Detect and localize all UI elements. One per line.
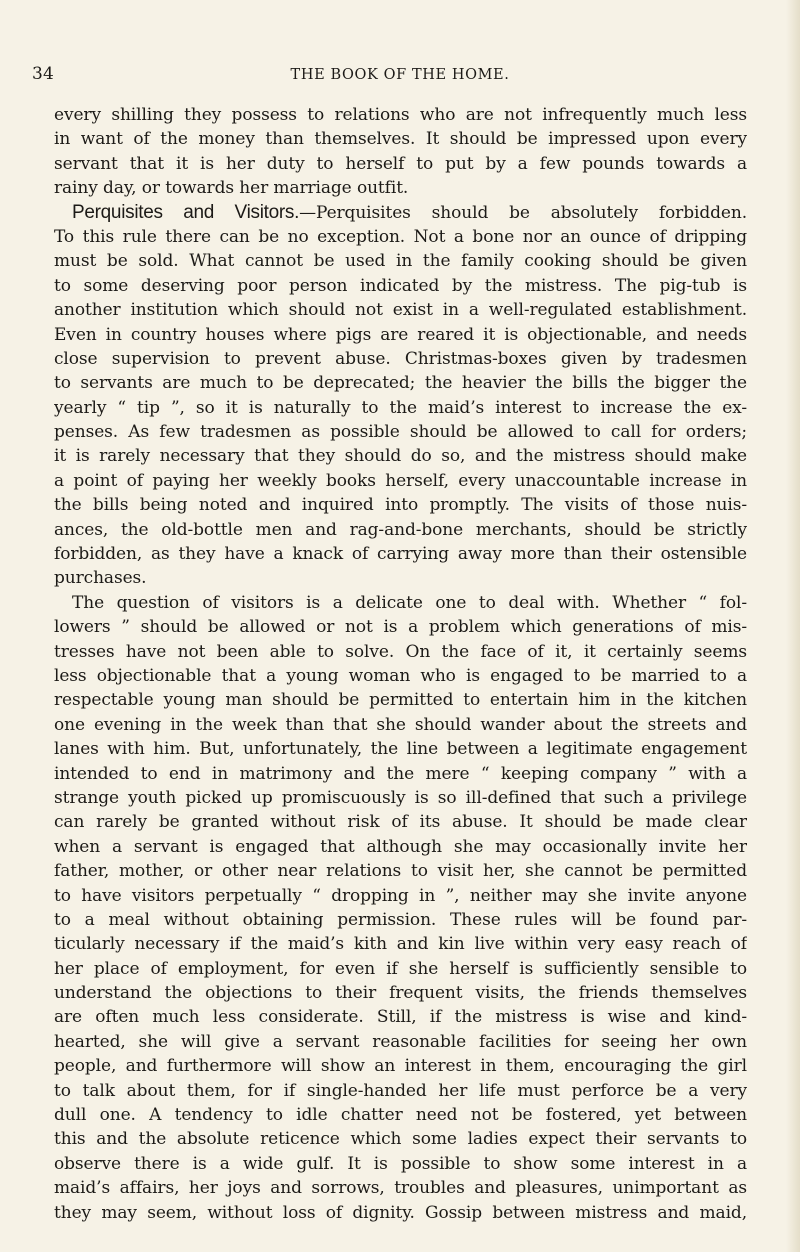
- text-line: one evening in the week than that she should wander about the streets and: [54, 714, 747, 735]
- text-line: maid’s affairs, her joys and sorrows, troubles and pleasures, unimportant as: [54, 1178, 747, 1199]
- text-line: must be sold. What cannot be used in the family cooking should be given: [54, 251, 747, 272]
- text-line: penses. As few tradesmen as possible should be allowed to call for orders;: [54, 422, 747, 443]
- side-heading: Perquisites and Visitors.: [72, 201, 300, 223]
- text-line: yearly “ tip ”, so it is naturally to the maid’s interest to increase the ex-: [54, 397, 747, 418]
- text-line: to some deserving poor person indicated by the mistress. The pig-tub is: [54, 275, 747, 296]
- text-line: can rarely be granted without risk of its abuse. It should be made clear: [54, 812, 747, 833]
- text-line: lanes with him. But, unfortunately, the line between a legitimate engagement: [54, 739, 747, 760]
- text-line: to have visitors perpetually “ dropping in ”, neither may she invite anyone: [54, 885, 747, 906]
- page-number: 34: [32, 64, 55, 84]
- text-line: every shilling they possess to relations who are not infrequently much less: [54, 105, 747, 125]
- text-line: ances, the old-bottle men and rag-and-bone merchants, should be strictly: [54, 519, 747, 540]
- text-line: when a servant is engaged that although she may occasionally invite her: [54, 836, 747, 857]
- text-line: less objectionable that a young woman who is engaged to be married to a: [54, 665, 747, 686]
- text-run: —Perquisites should be absolutely forbidden.: [299, 202, 747, 223]
- text-line: tresses have not been able to solve. On the face of it, it certainly seems: [54, 641, 747, 662]
- text-line: the bills being noted and inquired into promptly. The visits of those nuis-: [54, 495, 747, 516]
- text-line: a point of paying her weekly books herself, every unaccountable increase in: [54, 470, 747, 491]
- text-line: strange youth picked up promiscuously is so ill-defined that such a privilege: [54, 787, 747, 808]
- text-line: to servants are much to be deprecated; the heavier the bills the bigger the: [54, 373, 747, 394]
- text-line: observe there is a wide gulf. It is possible to show some interest in a: [54, 1153, 747, 1174]
- text-line: understand the objections to their frequent visits, the friends themselves: [54, 983, 747, 1004]
- text-line: ticularly necessary if the maid’s kith and kin live within very easy reach of: [54, 934, 747, 955]
- page-edge-shadow: [786, 0, 800, 1252]
- text-line: Even in country houses where pigs are reared it is objectionable, and needs: [54, 324, 747, 345]
- text-line: father, mother, or other near relations to visit her, she cannot be permitted: [54, 861, 747, 882]
- text-line: dull one. A tendency to idle chatter need not be fostered, yet between: [54, 1105, 747, 1126]
- text-line: people, and furthermore will show an interest in them, encouraging the girl: [54, 1056, 747, 1077]
- text-line: her place of employment, for even if she herself is sufficiently sensible to: [54, 958, 747, 979]
- text-line: close supervision to prevent abuse. Christmas-boxes given by tradesmen: [54, 348, 747, 369]
- text-line: lowers ” should be allowed or not is a problem which generations of mis-: [54, 617, 747, 638]
- body-text: [54, 103, 747, 1225]
- text-line: forbidden, as they have a knack of carrying away more than their ostensible: [54, 544, 747, 565]
- running-title: THE BOOK OF THE HOME.: [290, 67, 510, 83]
- text-line: it is rarely necessary that they should do so, and the mistress should make: [54, 446, 747, 467]
- text-line: purchases.: [54, 568, 147, 589]
- text-line: respectable young man should be permitted to entertain him in the kitchen: [54, 690, 747, 711]
- text-line: in want of the money than themselves. It should be impressed upon every: [54, 129, 747, 150]
- text-line: to talk about them, for if single-handed her life must perforce be a very: [54, 1080, 747, 1101]
- text-line: rainy day, or towards her marriage outfit.: [54, 178, 409, 199]
- text-line: The question of visitors is a delicate one to deal with. Whether “ fol-: [72, 592, 747, 613]
- text-line: hearted, she will give a servant reasonable facilities for seeing her own: [54, 1031, 747, 1052]
- text-line: they may seem, without loss of dignity. Gossip between mistress and maid,: [54, 1202, 747, 1223]
- text-line: are often much less considerate. Still, if the mistress is wise and kind-: [54, 1007, 747, 1028]
- text-line: To this rule there can be no exception. Not a bone nor an ounce of dripping: [54, 226, 747, 247]
- text-line: to a meal without obtaining permission. These rules will be found par-: [54, 909, 747, 930]
- text-line: intended to end in matrimony and the mere “ keeping company ” with a: [54, 763, 747, 784]
- text-line: servant that it is her duty to herself to put by a few pounds towards a: [54, 153, 747, 174]
- text-line: another institution which should not exist in a well-regulated establishment.: [54, 300, 747, 321]
- section-opening-line: [54, 201, 747, 225]
- text-line: this and the absolute reticence which some ladies expect their servants to: [54, 1129, 747, 1150]
